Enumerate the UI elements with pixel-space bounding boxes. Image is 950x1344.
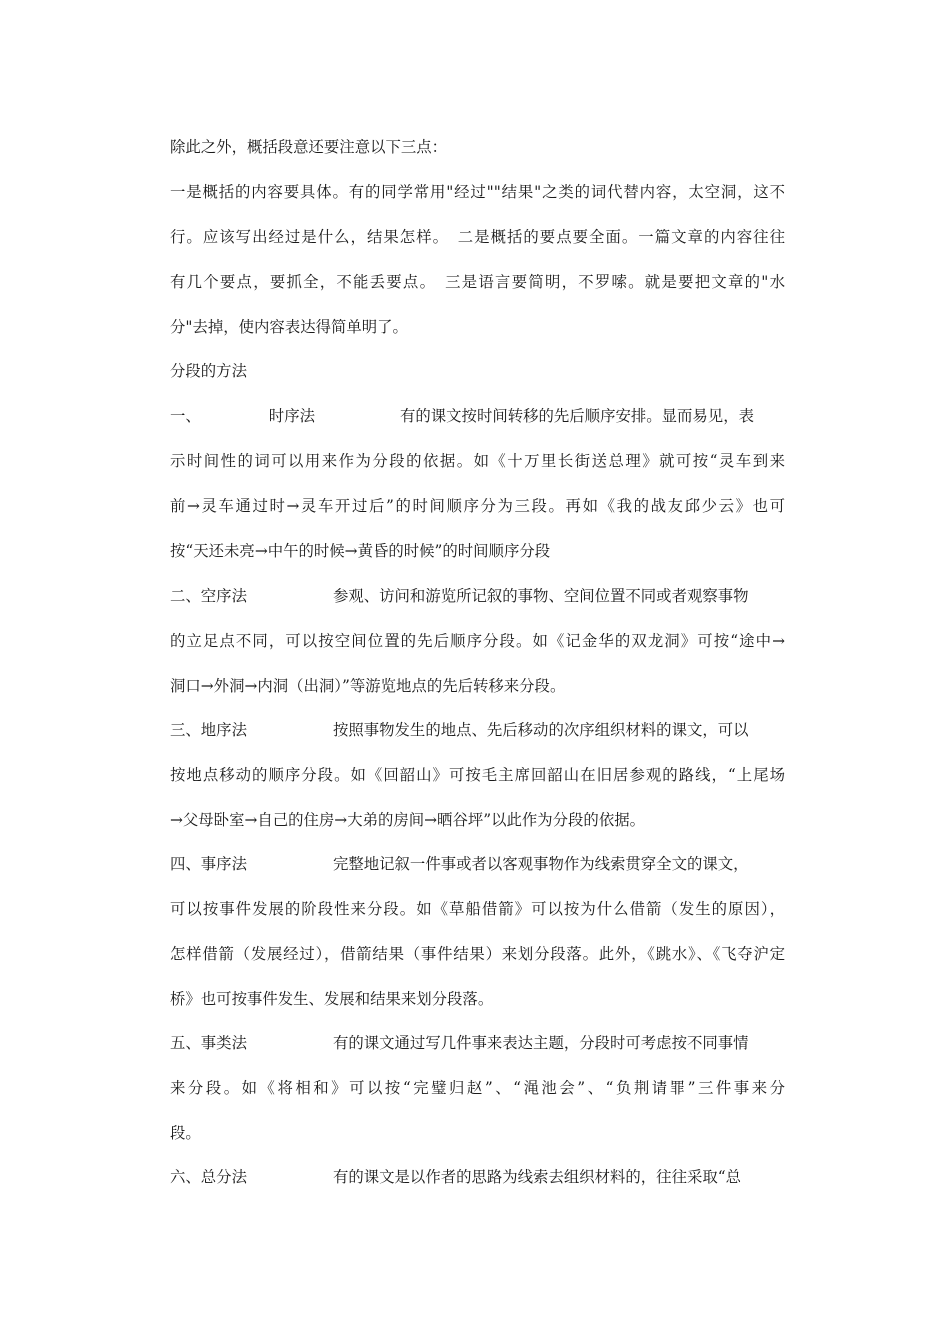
method-5-first-line: 有的课文通过写几件事来表达主题，分段时可考虑按不同事情 (332, 1034, 749, 1052)
points-line-3: 有几个要点，要抓全，不能丢要点。 三是语言要简明，不罗嗦。就是要把文章的"水 (170, 273, 785, 291)
method-6-label: 六、总分法 (170, 1168, 247, 1186)
method-2-line-2: 的立足点不同，可以按空间位置的先后顺序分段。如《记金华的双龙洞》可按“途中→ (170, 632, 785, 650)
method-1-name: 时序法 (268, 407, 315, 425)
method-6-header (170, 1166, 785, 1188)
method-3-header (170, 719, 785, 741)
method-2-label: 二、空序法 (170, 587, 247, 605)
intro-line: 除此之外，概括段意还要注意以下三点： (170, 138, 448, 156)
method-5-header (170, 1032, 785, 1054)
method-4-line-2: 可以按事件发展的阶段性来分段。如《草船借箭》可以按为什么借箭（发生的原因）， (170, 900, 785, 918)
method-2-first-line: 参观、访问和游览所记叙的事物、空间位置不同或者观察事物 (332, 587, 749, 605)
method-4-line-3: 怎样借箭（发展经过），借箭结果（事件结果）来划分段落。此外，《跳水》、《飞夺沪定 (170, 945, 785, 963)
points-line-1: 一是概括的内容要具体。有的同学常用"经过""结果"之类的词代替内容，太空洞，这不 (170, 183, 785, 201)
section-title: 分段的方法 (170, 362, 247, 380)
method-5-line-3: 段。 (170, 1124, 201, 1142)
method-5-label: 五、事类法 (170, 1034, 247, 1052)
method-2-header (170, 585, 785, 607)
points-line-4: 分"去掉，使内容表达得简单明了。 (170, 318, 408, 336)
method-4-line-4: 桥》也可按事件发生、发展和结果来划分段落。 (170, 990, 494, 1008)
method-3-line-2: 按地点移动的顺序分段。如《回韶山》可按毛主席回韶山在旧居参观的路线，“上尾场 (170, 766, 785, 784)
method-1-label: 一、 (170, 407, 201, 425)
points-line-2: 行。应该写出经过是什么，结果怎样。 二是概括的要点要全面。一篇文章的内容往往 (170, 228, 785, 246)
method-1-first-line: 有的课文按时间转移的先后顺序安排。显而易见，表 (399, 407, 754, 425)
method-1-header (170, 405, 785, 427)
method-4-header (170, 853, 785, 875)
method-5-line-2: 来分段。如《将相和》可以按“完璧归赵”、“渑池会”、“负荆请罪”三件事来分 (170, 1079, 785, 1097)
method-1-line-4: 按“天还未亮→中午的时候→黄昏的时候”的时间顺序分段 (170, 542, 551, 560)
method-1-line-2: 示时间性的词可以用来作为分段的依据。如《十万里长街送总理》就可按“灵车到来 (170, 452, 785, 470)
method-2-line-3: 洞口→外洞→内洞（出洞）”等游览地点的先后转移来分段。 (170, 677, 566, 695)
method-4-first-line: 完整地记叙一件事或者以客观事物作为线索贯穿全文的课文， (332, 855, 749, 873)
method-1-line-3: 前→灵车通过时→灵车开过后”的时间顺序分为三段。再如《我的战友邱少云》也可 (170, 497, 785, 515)
method-4-label: 四、事序法 (170, 855, 247, 873)
method-3-line-3: →父母卧室→自己的住房→大弟的房间→晒谷坪”以此作为分段的依据。 (170, 811, 645, 829)
method-3-label: 三、地序法 (170, 721, 247, 739)
method-3-first-line: 按照事物发生的地点、先后移动的次序组织材料的课文，可以 (332, 721, 749, 739)
method-6-first-line: 有的课文是以作者的思路为线索去组织材料的，往往采取“总 (332, 1168, 741, 1186)
